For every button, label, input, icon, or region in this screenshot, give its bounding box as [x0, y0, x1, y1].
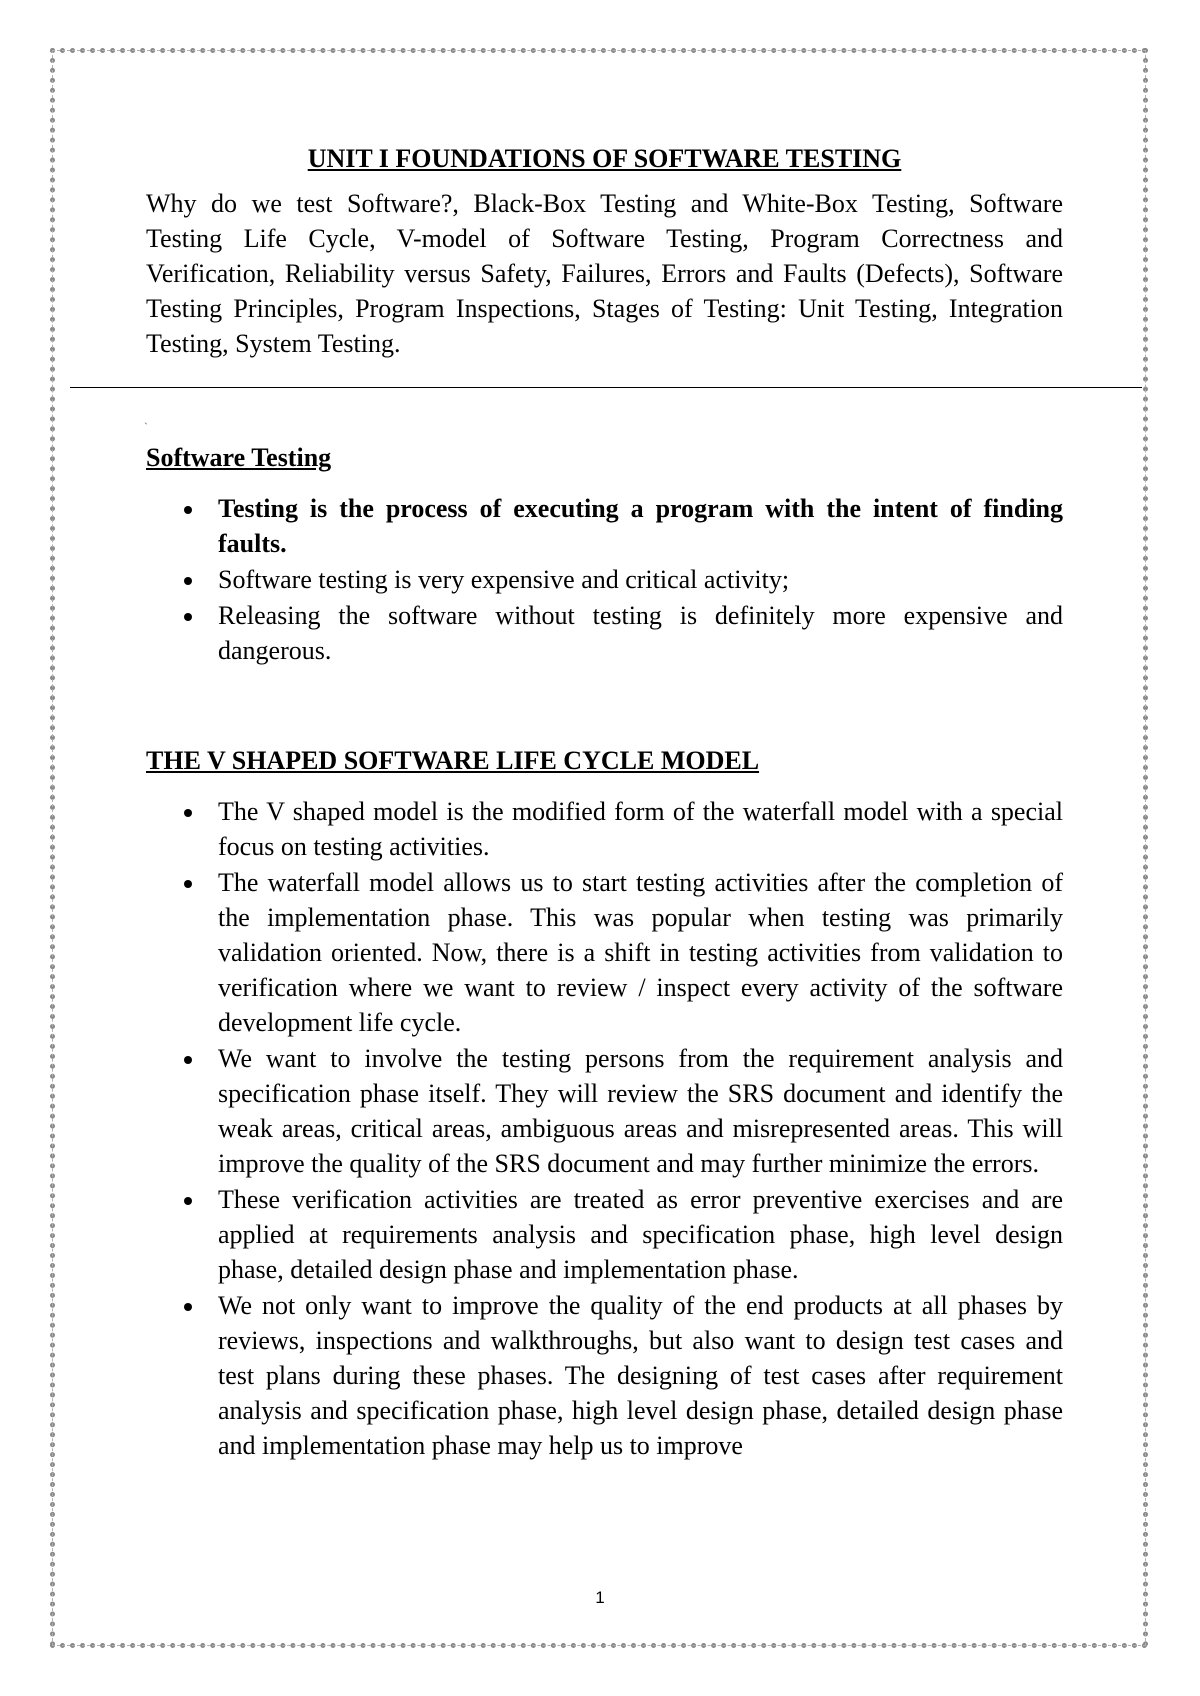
list-item-text: The waterfall model allows us to start testing activities after the completion of the implementation phase. This was popular when testing was primarily validation oriented. Now, there is a shift in testing activities from validation to verification where we want to review / inspect every activity of the software development life cycle. [218, 868, 1063, 1037]
list-item-text: We want to involve the testing persons from the requirement analysis and specification phase itself. They will review the SRS document and identify the weak areas, critical areas, ambiguous areas and misrepresented areas. This will improve the quality of the SRS document and may further minimize the errors. [218, 1044, 1063, 1178]
software-testing-list [146, 491, 1063, 668]
list-item-text: These verification activities are treated as error preventive exercises and are applied at requirements analysis and specification phase, high level design phase, detailed design phase and implementation phase. [218, 1185, 1063, 1284]
list-item-text: Releasing the software without testing is definitely more expensive and dangerous. [218, 601, 1063, 665]
software-testing-section [146, 440, 1063, 669]
list-item [146, 1182, 1063, 1287]
list-item [146, 865, 1063, 1040]
bullet-icon [184, 809, 192, 817]
list-item-text: The V shaped model is the modified form of the waterfall model with a special focus on testing activities. [218, 797, 1063, 861]
list-item [146, 794, 1063, 864]
v-model-title: THE V SHAPED SOFTWARE LIFE CYCLE MODEL [146, 746, 760, 775]
section-divider [70, 387, 1142, 388]
list-item [146, 491, 1063, 561]
stray-mark: ` [144, 420, 148, 434]
bullet-icon [184, 1197, 192, 1205]
list-item-text: We not only want to improve the quality of the end products at all phases by reviews, inspections and walkthroughs, but also want to design test cases and test plans during these phases. The designing of test cases after requirement analysis and specification phase, high level design phase, detailed design phase and implementation phase may help us to improve [218, 1291, 1063, 1460]
list-item-text: Software testing is very expensive and critical activity; [218, 565, 790, 594]
list-item-text: Testing is the process of executing a program with the intent of finding faults. [218, 494, 1063, 558]
bullet-icon [184, 1056, 192, 1064]
bullet-icon [184, 506, 192, 514]
bullet-icon [184, 613, 192, 621]
list-item [146, 598, 1063, 668]
unit-header [146, 140, 1063, 361]
unit-summary: Why do we test Software?, Black-Box Testing and White-Box Testing, Software Testing Life Cycle, V-model of Software Testing, Program Correctness and Verification, Reliability versus Safety, Failures, Errors and Faults (Defects), Software Testing Principles, Program Inspections, Stages of Testing: Unit Testing, Integration Testing, System Testing. [146, 189, 1063, 358]
bullet-icon [184, 577, 192, 585]
bullet-icon [184, 880, 192, 888]
software-testing-title: Software Testing [146, 443, 332, 472]
list-item [146, 1041, 1063, 1181]
page-number: 1 [595, 1588, 605, 1607]
list-item [146, 1288, 1063, 1463]
v-model-list [146, 794, 1063, 1463]
unit-title: UNIT I FOUNDATIONS OF SOFTWARE TESTING [307, 144, 902, 173]
list-item [146, 562, 1063, 597]
bullet-icon [184, 1303, 192, 1311]
v-model-section [146, 743, 1063, 1464]
